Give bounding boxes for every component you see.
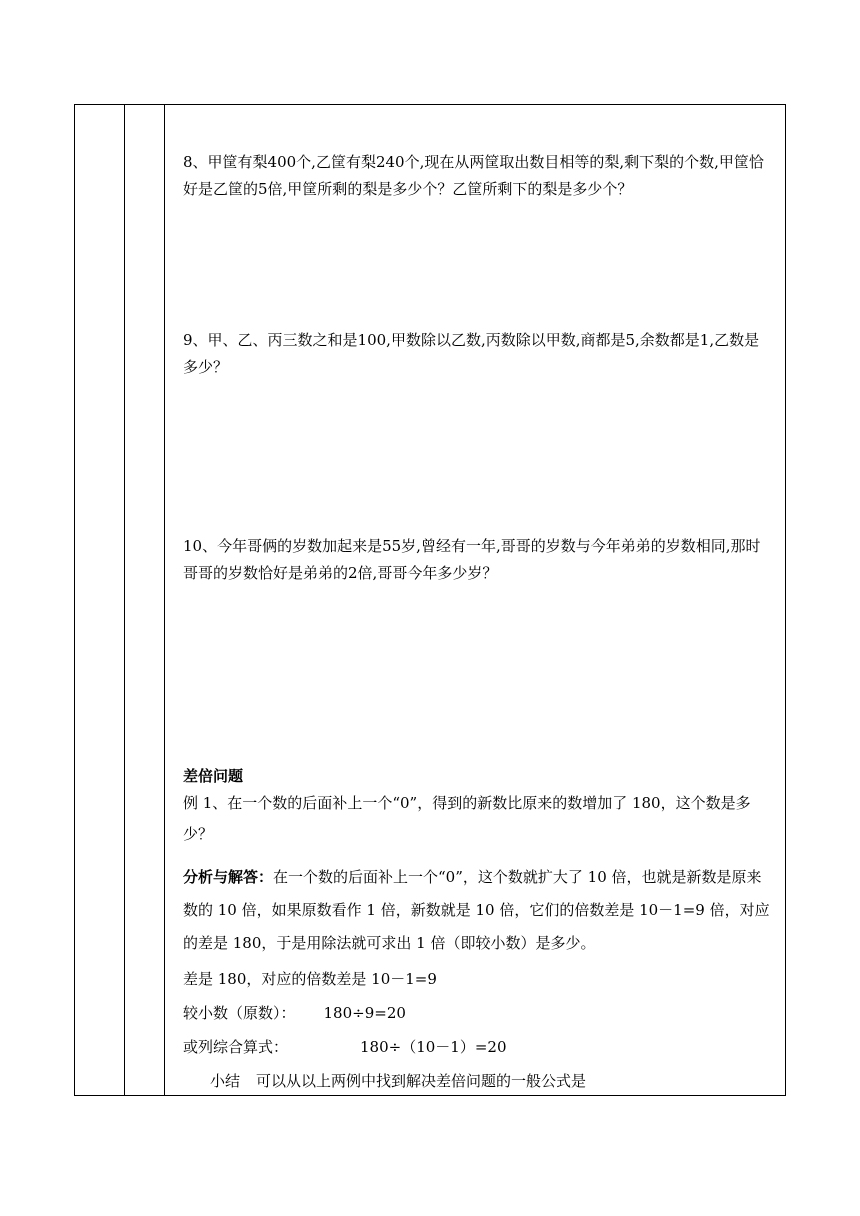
smaller-number-label: 较小数（原数）： [183, 1004, 296, 1022]
table-frame [74, 104, 786, 1096]
column-divider-1 [124, 105, 125, 1095]
problem-10: 10、今年哥俩的岁数加起来是55岁,曾经有一年,哥哥的岁数与今年弟弟的岁数相同,那时哥哥的岁数恰好是弟弟的2倍,哥哥今年多少岁？ [183, 537, 761, 582]
summary-line [210, 1071, 586, 1091]
example-1: 例 1、在一个数的后面补上一个“0”，得到的新数比原来的数增加了 180，这个数是多少？ [183, 794, 751, 843]
smaller-number-line [183, 1003, 406, 1023]
section-title: 差倍问题 [183, 767, 244, 785]
analysis-label: 分析与解答： [183, 868, 274, 886]
combined-formula-label: 或列综合算式： [183, 1038, 289, 1056]
summary-label: 小结 [210, 1072, 241, 1090]
smaller-number-calc: 180÷9=20 [323, 1004, 406, 1022]
problem-9: 9、甲、乙、丙三数之和是100,甲数除以乙数,丙数除以甲数,商都是5,余数都是1,乙数是多少？ [183, 331, 760, 376]
content-cell [173, 105, 785, 1095]
difference-line: 差是 180，对应的倍数差是 10－1=9 [183, 970, 437, 988]
analysis [183, 861, 773, 960]
combined-formula-line [183, 1037, 507, 1057]
column-divider-2 [164, 105, 165, 1095]
analysis-text: 在一个数的后面补上一个“0”，这个数就扩大了 10 倍，也就是新数是原来数的 10 倍，如果原数看作 1 倍，新数就是 10 倍，它们的倍数差是 10－1=9 倍，对应的差是 180，于是用除法就可求出 1 倍（即较小数）是多少。 [183, 868, 770, 952]
problem-8: 8、甲筐有梨400个,乙筐有梨240个,现在从两筐取出数目相等的梨,剩下梨的个数,甲筐恰好是乙筐的5倍,甲筐所剩的梨是多少个？乙筐所剩下的梨是多少个？ [183, 153, 764, 198]
combined-formula-calc: 180÷（10－1）=20 [360, 1038, 507, 1056]
summary-text: 可以从以上两例中找到解决差倍问题的一般公式是 [256, 1072, 587, 1090]
